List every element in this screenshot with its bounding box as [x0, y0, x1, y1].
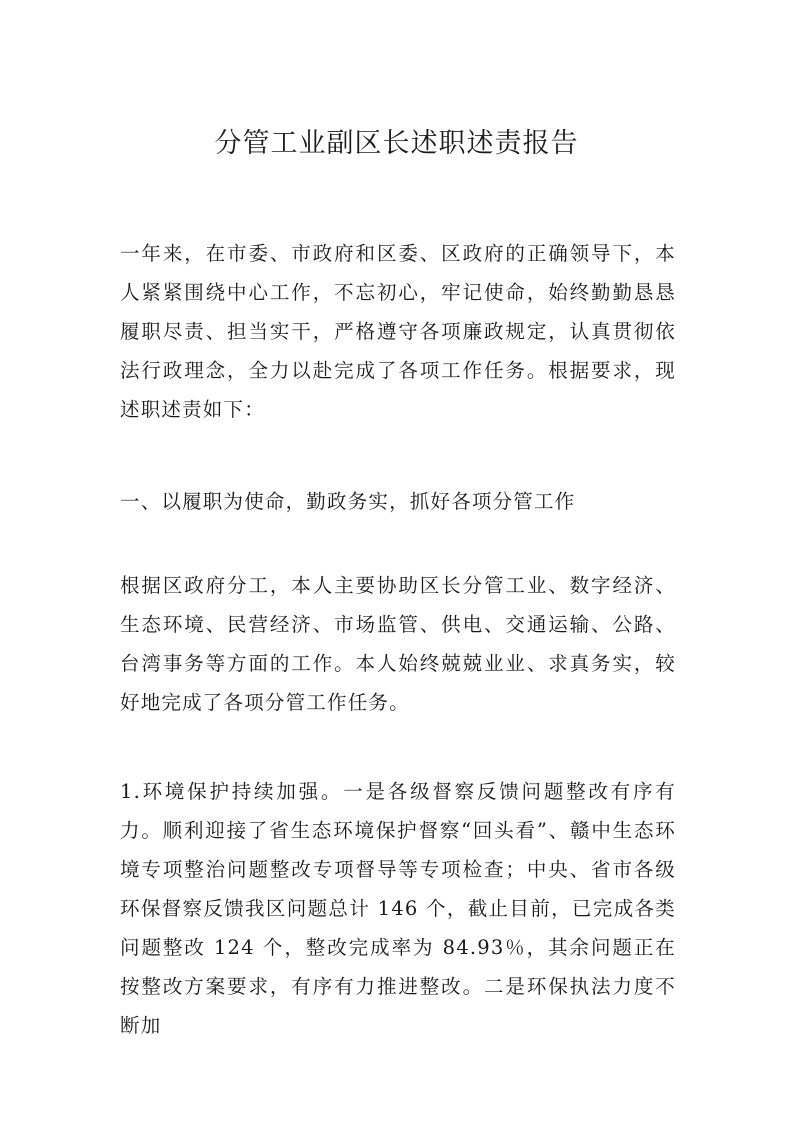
body-paragraph: 根据区政府分工，本人主要协助区长分管工业、数字经济、生态环境、民营经济、市场监管、供电、交通运输、公路、台湾事务等方面的工作。本人始终兢兢业业、求真务实，较好地完成了各项分管工作任务。	[120, 574, 676, 714]
section-heading: 一、以履职为使命，勤政务实，抓好各项分管工作	[120, 490, 576, 513]
intro-paragraph: 一年来，在市委、市政府和区委、区政府的正确领导下，本人紧紧围绕中心工作，不忘初心，牢记使命，始终勤勤恳恳履职尽责、担当实干，严格遵守各项廉政规定，认真贯彻依法行政理念，全力以赴完成了各项工作任务。根据要求，现述职述责如下：	[120, 242, 676, 421]
document-title: 分管工业副区长述职述责报告	[214, 128, 579, 159]
body-paragraph-environment: 1.环境保护持续加强。一是各级督察反馈问题整改有序有力。顺利迎接了省生态环境保护督察“回头看”、赣中生态环境专项整治问题整改专项督导等专项检查；中央、省市各级环保督察反馈我区问题总计 146 个，截止目前，已完成各类问题整改 124 个，整改完成率为 84.93％，其余问题正在按整改方案要求，有序有力推进整改。二是环保执法力度不断加	[120, 780, 676, 1037]
